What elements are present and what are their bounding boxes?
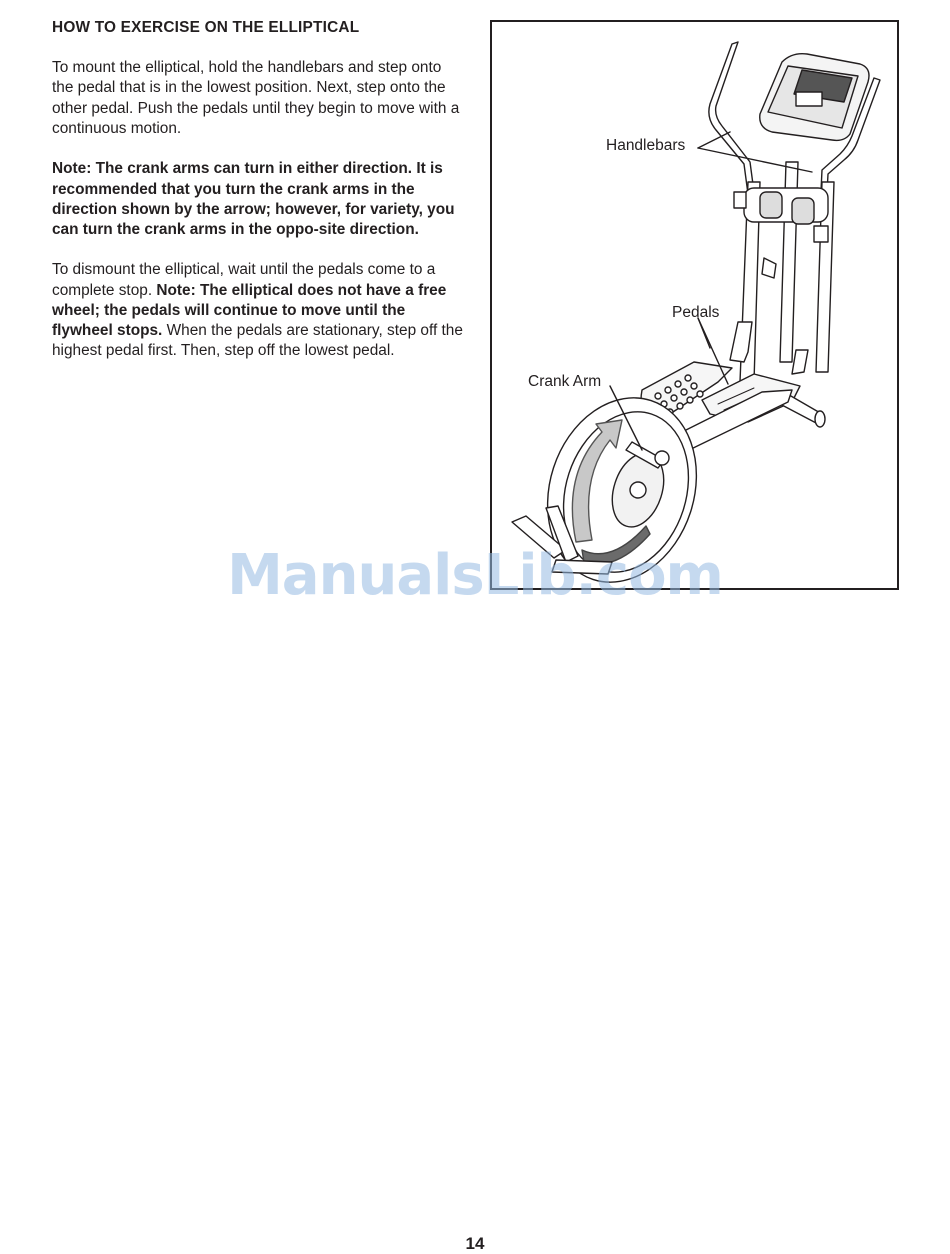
crank-direction-note: Note: The crank arms can turn in either direction. It is recommended that you turn the crank arms in the direction shown by the arrow; however, for variety, you can turn the crank arms in the oppo-site direction. bbox=[52, 160, 455, 238]
elliptical-figure bbox=[490, 20, 899, 590]
freewheel-note: Note: The elliptical does not have a free wheel; the pedals will continue to move until the flywheel stops. bbox=[52, 281, 447, 340]
dismount-text-2: When the pedals are stationary, step off the highest pedal first. Then, step off the lowest pedal. bbox=[52, 322, 463, 360]
section-heading: HOW TO EXERCISE ON THE ELLIPTICAL bbox=[52, 19, 360, 36]
dismount-paragraph bbox=[52, 260, 464, 361]
handlebars-label: Handlebars bbox=[606, 137, 686, 154]
pedals-label: Pedals bbox=[672, 304, 720, 321]
page-number: 14 bbox=[465, 1234, 485, 1253]
crank-arm-label: Crank Arm bbox=[528, 373, 602, 390]
instructions-column bbox=[52, 18, 464, 382]
watermark: ManualsLib.com bbox=[227, 543, 723, 608]
mount-paragraph: To mount the elliptical, hold the handlebars and step onto the pedal that is in the lowest position. Next, step onto the other pedal. Push the pedals until they begin to move with a continuous motion. bbox=[52, 59, 460, 137]
dismount-text-1: To dismount the elliptical, wait until the pedals come to a complete stop. bbox=[52, 261, 436, 299]
